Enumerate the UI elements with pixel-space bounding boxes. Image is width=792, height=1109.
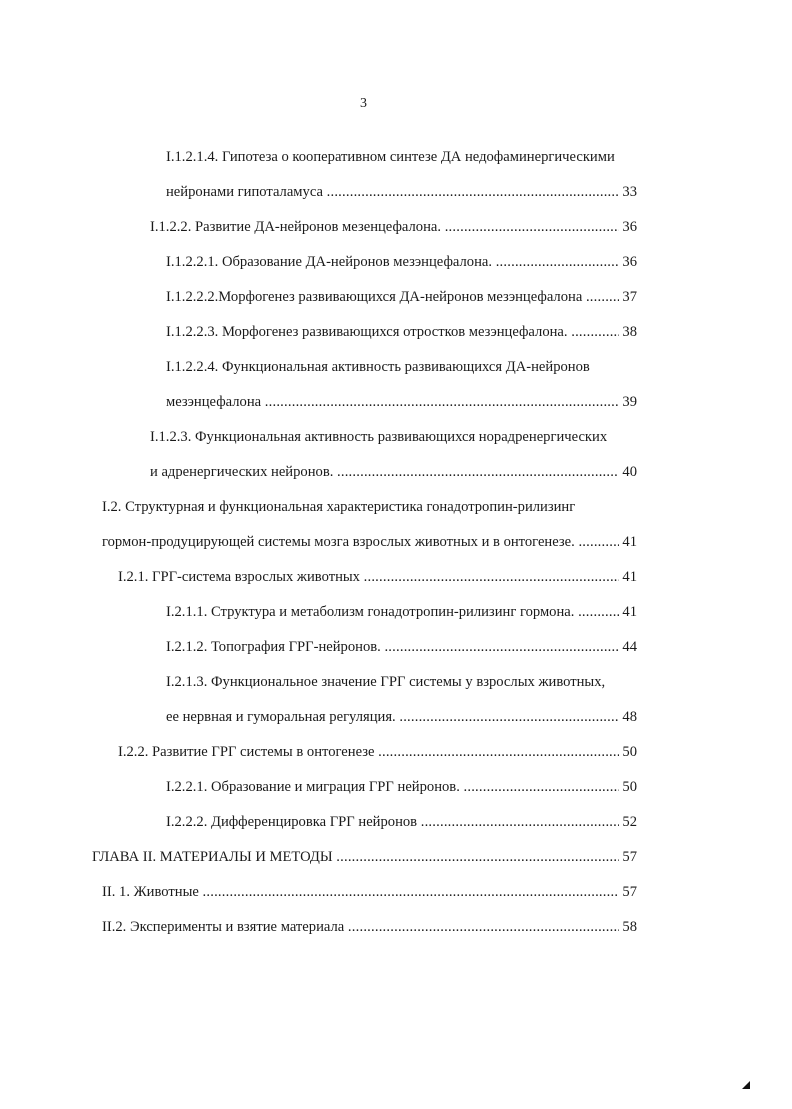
toc-page-number: 50 bbox=[619, 776, 637, 798]
toc-page-number: 40 bbox=[619, 461, 637, 483]
toc-line bbox=[118, 566, 637, 588]
toc-entry-text: I.2.1. ГРГ-система взрослых животных bbox=[118, 569, 360, 585]
toc-page-number: 52 bbox=[619, 811, 637, 833]
toc-entry-text: I.1.2.1.4. Гипотеза о кооперативном синтезе ДА недофаминергическими bbox=[166, 149, 615, 165]
toc-page-number: 37 bbox=[619, 286, 637, 308]
toc-page-number: 41 bbox=[619, 566, 637, 588]
toc-entry-text: II. 1. Животные bbox=[102, 884, 199, 900]
toc-page-number: 36 bbox=[619, 216, 637, 238]
toc-line bbox=[150, 216, 637, 238]
toc-line bbox=[150, 461, 637, 483]
toc-page-number: 44 bbox=[619, 636, 637, 658]
toc-entry-text: мезэнцефалона bbox=[166, 394, 262, 410]
toc-line bbox=[166, 286, 637, 308]
toc-line bbox=[150, 426, 640, 448]
toc-page-number: 57 bbox=[619, 881, 637, 903]
toc-line bbox=[166, 601, 637, 623]
toc-entry-text: I.1.2.2.4. Функциональная активность развивающихся ДА-нейронов bbox=[166, 359, 590, 375]
toc-entry-text: I.2.1.3. Функциональное значение ГРГ системы у взрослых животных, bbox=[166, 674, 606, 690]
toc-entry-text: ГЛАВА II. МАТЕРИАЛЫ И МЕТОДЫ bbox=[92, 849, 333, 865]
toc-line bbox=[166, 356, 626, 378]
toc-page-number: 33 bbox=[619, 181, 637, 203]
toc-entry-text: I.2.2.2. Дифференцировка ГРГ нейронов bbox=[166, 814, 418, 830]
toc-entry-text: I.2.2.1. Образование и миграция ГРГ нейронов. bbox=[166, 779, 460, 795]
toc-line bbox=[166, 776, 637, 798]
toc-line bbox=[102, 916, 637, 938]
toc-page-number: 48 bbox=[619, 706, 637, 728]
toc-entry-text: I.2.1.1. Структура и метаболизм гонадотропин-рилизинг гормона. bbox=[166, 604, 575, 620]
toc-page-number: 39 bbox=[619, 391, 637, 413]
toc-line bbox=[166, 321, 637, 343]
toc-line bbox=[166, 181, 637, 203]
corner-triangle-icon bbox=[742, 1081, 750, 1089]
toc-entry-text: ее нервная и гуморальная регуляция. bbox=[166, 709, 396, 725]
toc-entry-text: I.2.1.2. Топография ГРГ-нейронов. bbox=[166, 639, 381, 655]
toc-line bbox=[166, 706, 637, 728]
toc-page-number: 57 bbox=[619, 846, 637, 868]
toc-page-number: 50 bbox=[619, 741, 637, 763]
toc-line bbox=[166, 811, 637, 833]
toc-entry-text: I.1.2.2.1. Образование ДА-нейронов мезэнцефалона. bbox=[166, 254, 493, 270]
toc-entry-text: гормон-продуцирующей системы мозга взрослых животных и в онтогенезе. bbox=[102, 534, 575, 550]
toc-line bbox=[102, 496, 622, 518]
toc-entry-text: I.1.2.3. Функциональная активность развивающихся норадренергических bbox=[150, 429, 608, 445]
toc-line bbox=[166, 146, 646, 168]
toc-entry-text: I.1.2.2.2.Морфогенез развивающихся ДА-нейронов мезэнцефалона bbox=[166, 289, 583, 305]
toc-line bbox=[166, 636, 637, 658]
toc-entry-text: I.2. Структурная и функциональная характеристика гонадотропин-рилизинг bbox=[102, 499, 576, 515]
toc-page-number: 41 bbox=[619, 531, 637, 553]
toc-page-number: 36 bbox=[619, 251, 637, 273]
toc-entry-text: и адренергических нейронов. bbox=[150, 464, 334, 480]
toc-page-number: 38 bbox=[619, 321, 637, 343]
toc-line bbox=[118, 741, 637, 763]
toc-entry-text: нейронами гипоталамуса bbox=[166, 184, 323, 200]
page-number: 3 bbox=[360, 96, 367, 111]
toc-page-number: 41 bbox=[619, 601, 637, 623]
toc-line bbox=[102, 531, 637, 553]
toc-entry-text: I.2.2. Развитие ГРГ системы в онтогенезе bbox=[118, 744, 375, 760]
toc-line bbox=[166, 251, 637, 273]
toc-line bbox=[166, 671, 636, 693]
toc-line bbox=[102, 881, 637, 903]
toc-line bbox=[166, 391, 637, 413]
toc-page-number: 58 bbox=[619, 916, 637, 938]
toc-entry-text: II.2. Эксперименты и взятие материала bbox=[102, 919, 345, 935]
toc-entry-text: I.1.2.2. Развитие ДА-нейронов мезенцефалона. bbox=[150, 219, 442, 235]
toc-entry-text: I.1.2.2.3. Морфогенез развивающихся отростков мезэнцефалона. bbox=[166, 324, 568, 340]
toc-line bbox=[92, 846, 637, 868]
